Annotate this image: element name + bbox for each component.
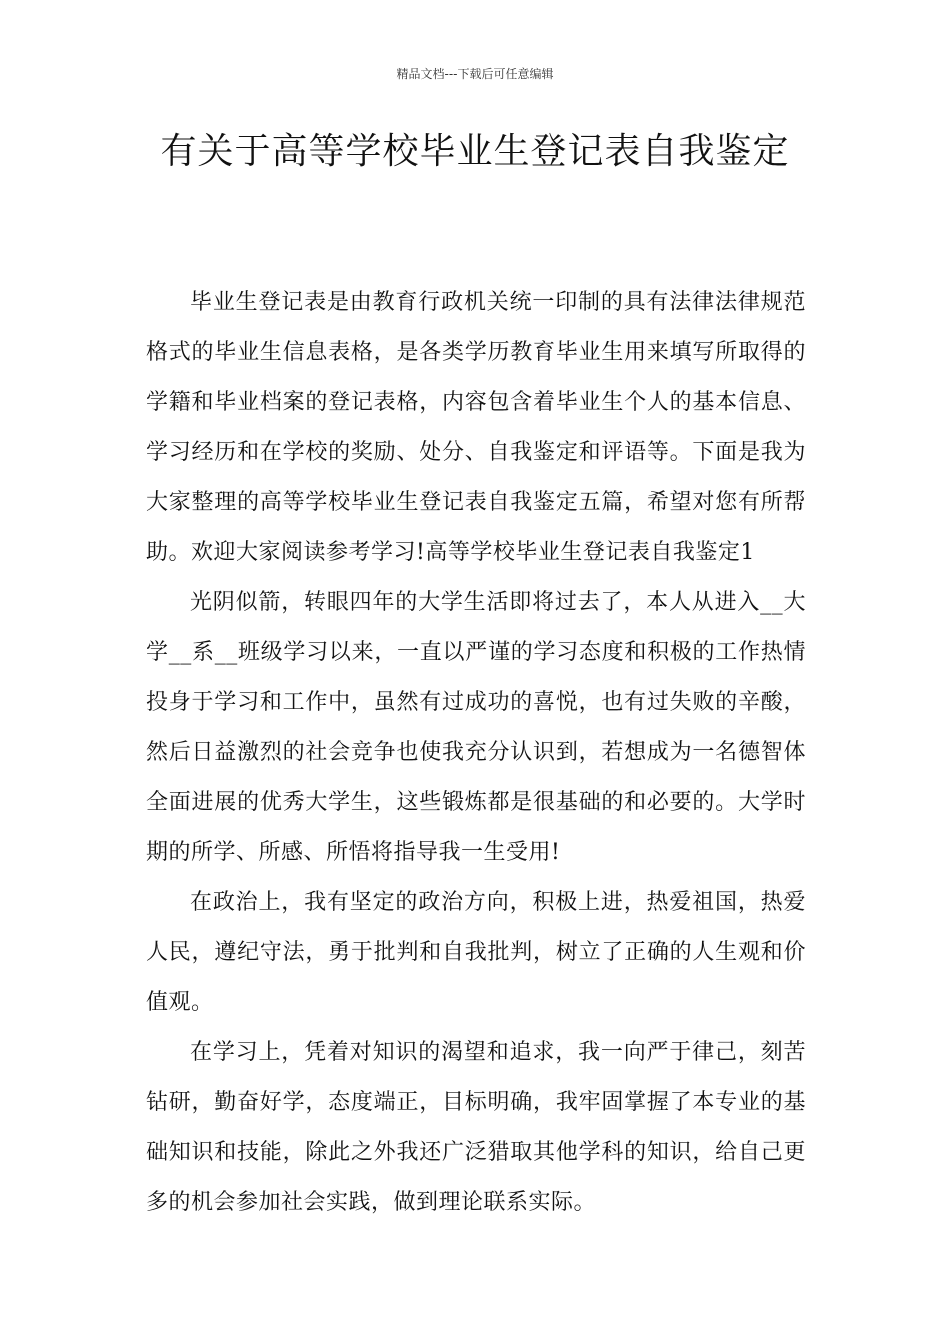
header-note: 精品文档---下载后可任意编辑: [396, 67, 554, 81]
paragraph-intro: 毕业生登记表是由教育行政机关统一印制的具有法律法律规范格式的毕业生信息表格，是各类学历教育毕业生用来填写所取得的学籍和毕业档案的登记表格，内容包含着毕业生个人的基本信息、学习经历和在学校的奖励、处分、自我鉴定和评语等。下面是我为大家整理的高等学校毕业生登记表自我鉴定五篇，希望对您有所帮助。欢迎大家阅读参考学习!高等学校毕业生登记表自我鉴定1: [146, 290, 806, 565]
document-title: 有关于高等学校毕业生登记表自我鉴定: [160, 131, 790, 172]
paragraph-1: 光阴似箭，转眼四年的大学生活即将过去了，本人从进入__大学__系__班级学习以来，一直以严谨的学习态度和积极的工作热情投身于学习和工作中，虽然有过成功的喜悦，也有过失败的辛酸，然后日益激烈的社会竞争也使我充分认识到，若想成为一名德智体全面进展的优秀大学生，这些锻炼都是很基础的和必要的。大学时期的所学、所感、所悟将指导我一生受用!: [146, 590, 806, 865]
document-body: [146, 278, 806, 1228]
paragraph-3: 在学习上，凭着对知识的渴望和追求，我一向严于律己，刻苦钻研，勤奋好学，态度端正，目标明确，我牢固掌握了本专业的基础知识和技能，除此之外我还广泛猎取其他学科的知识，给自己更多的机会参加社会实践，做到理论联系实际。: [146, 1040, 806, 1215]
paragraph-2: 在政治上，我有坚定的政治方向，积极上进，热爱祖国，热爱人民，遵纪守法，勇于批判和自我批判，树立了正确的人生观和价值观。: [146, 890, 806, 1015]
